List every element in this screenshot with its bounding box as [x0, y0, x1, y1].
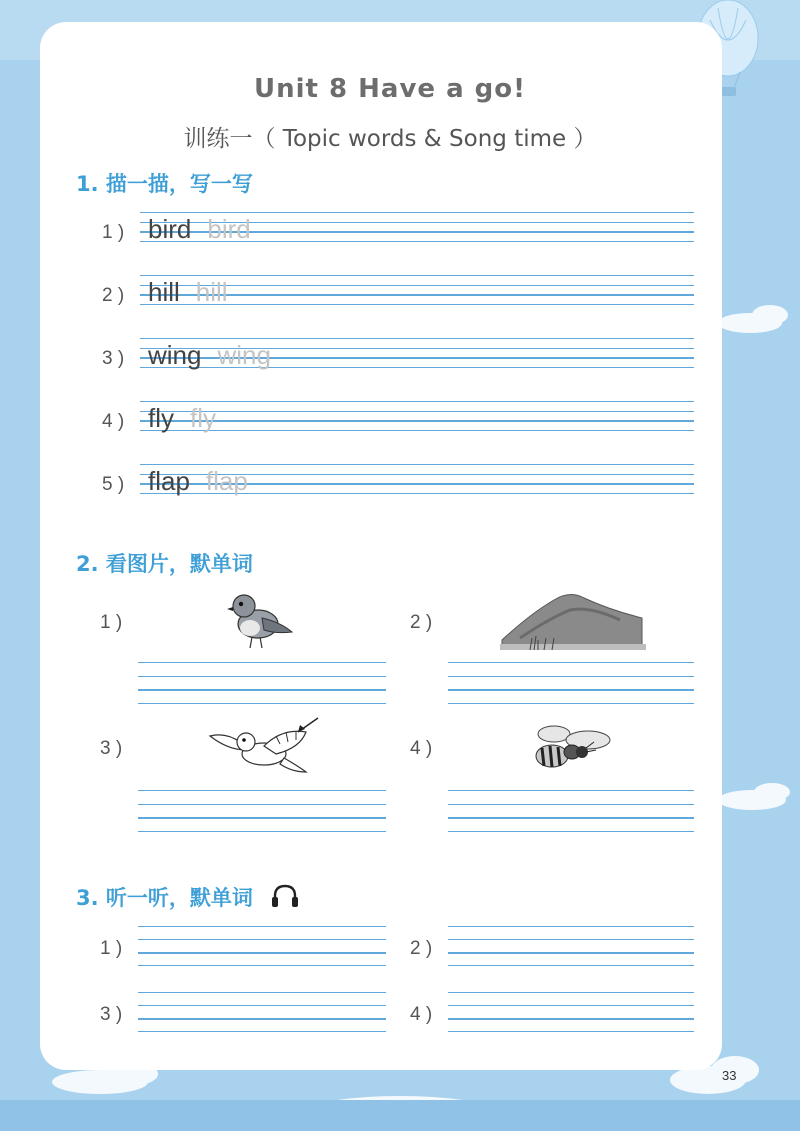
- section-1-heading: 1. 描一描，写一写: [76, 172, 253, 196]
- writing-lines[interactable]: [448, 992, 694, 1033]
- trace-word: [148, 277, 228, 308]
- writing-lines[interactable]: [448, 662, 694, 705]
- writing-lines[interactable]: [138, 992, 386, 1033]
- trace-item-number: 2 ): [102, 285, 125, 306]
- trace-word-ghost: flap: [205, 466, 248, 496]
- trace-word-dark: hill: [148, 277, 180, 307]
- section-2-heading: 2. 看图片，默单词: [76, 552, 253, 576]
- picture-item-number: 1 ): [100, 612, 123, 633]
- trace-word-ghost: fly: [190, 403, 216, 433]
- trace-item-number: 1 ): [102, 222, 125, 243]
- listen-item-number: 1 ): [100, 938, 123, 959]
- section-3-heading: [76, 882, 300, 912]
- trace-word: [148, 340, 271, 371]
- trace-word: [148, 466, 248, 497]
- writing-lines[interactable]: [138, 662, 386, 705]
- trace-word: [148, 214, 251, 245]
- trace-item-number: 3 ): [102, 348, 125, 369]
- picture-item-number: 4 ): [410, 738, 433, 759]
- section-3-heading-text: 3. 听一听，默单词: [76, 886, 253, 910]
- bird-icon: [224, 588, 296, 654]
- trace-word: [148, 403, 216, 434]
- listen-item-number: 3 ): [100, 1004, 123, 1025]
- trace-word-dark: bird: [148, 214, 192, 244]
- listen-item-number: 4 ): [410, 1004, 433, 1025]
- trace-word-ghost: wing: [217, 340, 271, 370]
- headphones-icon: [270, 883, 300, 909]
- writing-lines[interactable]: [138, 790, 386, 833]
- picture-item-number: 3 ): [100, 738, 123, 759]
- writing-lines[interactable]: [138, 926, 386, 967]
- page-number: 33: [722, 1068, 737, 1083]
- writing-lines[interactable]: [448, 926, 694, 967]
- trace-word-ghost: hill: [195, 277, 228, 307]
- listen-item-number: 2 ): [410, 938, 433, 959]
- trace-word-dark: flap: [148, 466, 190, 496]
- flying-bird-wing-icon: [206, 714, 324, 780]
- picture-item-number: 2 ): [410, 612, 433, 633]
- trace-word-dark: fly: [148, 403, 174, 433]
- page-subtitle: 训练一（ Topic words & Song time ）: [183, 126, 597, 152]
- writing-lines[interactable]: [448, 790, 694, 833]
- trace-item-number: 4 ): [102, 411, 125, 432]
- writing-lines[interactable]: [140, 401, 694, 432]
- hill-icon: [500, 588, 646, 654]
- page-title: Unit 8 Have a go!: [253, 74, 527, 104]
- trace-item-number: 5 ): [102, 474, 125, 495]
- trace-word-dark: wing: [148, 340, 202, 370]
- bee-icon: [530, 722, 614, 772]
- trace-word-ghost: bird: [207, 214, 251, 244]
